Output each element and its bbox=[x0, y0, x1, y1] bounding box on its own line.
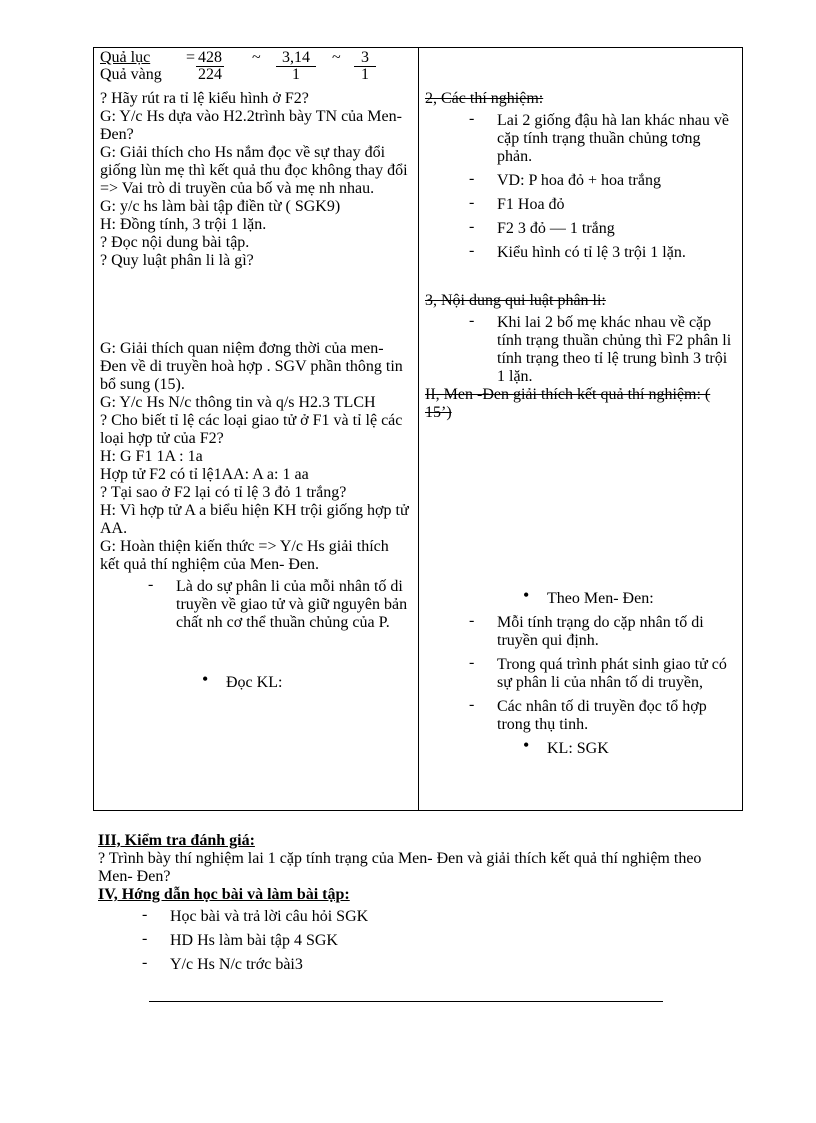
list-item bbox=[469, 110, 736, 166]
bottom-section bbox=[98, 832, 738, 974]
dash-marker-icon: - bbox=[142, 930, 148, 947]
list-item bbox=[469, 696, 736, 734]
list-item-text: F2 3 đỏ — 1 trắng bbox=[497, 220, 615, 237]
dash-marker-icon: - bbox=[142, 906, 148, 923]
list-item bbox=[469, 612, 736, 650]
left-dash-list bbox=[148, 576, 412, 632]
ratio-den-1: 224 bbox=[198, 66, 222, 83]
ratio-label-bottom: Quả vàng bbox=[100, 66, 162, 83]
bullet-text: Đọc KL: bbox=[226, 674, 283, 691]
ratio-label-top: Quả lục bbox=[100, 49, 151, 66]
bullet-marker-icon: • bbox=[523, 735, 530, 755]
ratio-approx-1: ~ bbox=[252, 49, 261, 66]
list-item bbox=[469, 218, 736, 238]
ratio-num-3: 3 bbox=[354, 50, 376, 67]
list-item bbox=[469, 170, 736, 190]
left-lines-b bbox=[100, 340, 412, 574]
section-IV-list bbox=[142, 906, 738, 974]
list-item bbox=[469, 242, 736, 262]
dash-marker-icon: - bbox=[469, 654, 475, 671]
dash-marker-icon: - bbox=[469, 612, 475, 629]
left-line: H: Đồng tính, 3 trội 1 lặn. bbox=[100, 216, 267, 233]
list-item-text: Mỗi tính trạng do cặp nhân tố di truyền qui định. bbox=[497, 614, 704, 649]
left-line: H: Vì hợp tử A a biểu hiện KH trội giống hợp tử AA. bbox=[100, 502, 409, 537]
section-3-list bbox=[469, 312, 736, 386]
section-III-title: III, Kiểm tra đánh giá: bbox=[98, 832, 255, 849]
dash-marker-icon: - bbox=[148, 576, 154, 593]
kl-bullet bbox=[523, 735, 736, 758]
bullet-text: Theo Men- Đen: bbox=[547, 590, 654, 607]
left-line: G: Y/c Hs dựa vào H2.2trình bày TN của Men- Đen? bbox=[100, 108, 402, 143]
dash-marker-icon: - bbox=[469, 696, 475, 713]
left-line: G: Giải thích cho Hs nắm đọc về sự thay đổi giống lùn mẹ thì kết quả thu đọc không thay đổi => Vai trò di truyền của bố và mẹ nh nhau. bbox=[100, 144, 408, 197]
section-2-list bbox=[469, 110, 736, 262]
bullet-text: KL: SGK bbox=[547, 740, 609, 757]
end-divider bbox=[149, 1001, 663, 1002]
list-item-text: Các nhân tố di truyền đọc tổ hợp trong thụ tinh. bbox=[497, 698, 707, 733]
section-II-title: II, Men -Đen giải thích kết quả thí nghiệm: ( 15’) bbox=[425, 386, 711, 421]
bullet-marker-icon: • bbox=[523, 585, 530, 605]
list-item bbox=[142, 930, 738, 950]
dash-marker-icon: - bbox=[469, 242, 475, 259]
ratio-den-3: 1 bbox=[361, 66, 369, 83]
left-line: ? Cho biết tỉ lệ các loại giao tử ở F1 và tỉ lệ các loại hợp tử của F2? bbox=[100, 412, 403, 447]
ratio-fraction-1 bbox=[196, 50, 224, 83]
content-column bbox=[419, 48, 743, 811]
list-item-text: HD Hs làm bài tập 4 SGK bbox=[170, 932, 338, 949]
section-III-text: ? Trình bày thí nghiệm lai 1 cặp tính trạng của Men- Đen và giải thích kết quả thí nghiệm theo Men- Đen? bbox=[98, 850, 702, 885]
lesson-table bbox=[93, 47, 743, 811]
left-line: ? Đọc nội dung bài tập. bbox=[100, 234, 250, 251]
section-3-title: 3, Nội dung qui luật phân li: bbox=[425, 292, 606, 309]
list-item-text: Là do sự phân li của mỗi nhân tố di truyền về giao tử và giữ nguyên bản chất nh cơ thể thuần chủng của P. bbox=[176, 578, 408, 631]
teacher-activity-column bbox=[94, 48, 419, 811]
list-item-text: Lai 2 giống đậu hà lan khác nhau về cặp tính trạng thuần chủng tơng phản. bbox=[497, 112, 729, 165]
list-item-text: Trong quá trình phát sinh giao tử có sự phân li của nhân tố di truyền, bbox=[497, 656, 727, 691]
left-bullet bbox=[202, 669, 412, 692]
theo-list bbox=[469, 612, 736, 734]
ratio-approx-2: ~ bbox=[332, 49, 341, 66]
list-item bbox=[142, 906, 738, 926]
left-line: G: Hoàn thiện kiến thức => Y/c Hs giải thích kết quả thí nghiệm của Men- Đen. bbox=[100, 538, 389, 573]
ratio-equals: = bbox=[186, 49, 196, 66]
list-item-text: Kiểu hình có tỉ lệ 3 trội 1 lặn. bbox=[497, 244, 686, 261]
list-item bbox=[148, 576, 412, 632]
ratio-num-1: 428 bbox=[198, 49, 222, 66]
left-line: G: Giải thích quan niệm đơng thời của men- Đen về di truyền hoà hợp . SGV phần thông tin bổ sung (15). bbox=[100, 340, 403, 393]
ratio-den-2: 1 bbox=[292, 66, 300, 83]
list-item-text: Học bài và trả lời câu hỏi SGK bbox=[170, 908, 369, 925]
left-line: ? Hãy rút ra tỉ lệ kiểu hình ở F2? bbox=[100, 90, 309, 107]
section-IV-title: IV, Hớng dẫn học bài và làm bài tập: bbox=[98, 886, 350, 903]
theo-bullet bbox=[523, 585, 736, 608]
ratio-num-2: 3,14 bbox=[276, 50, 316, 67]
left-line: ? Tại sao ở F2 lại có tỉ lệ 3 đỏ 1 trắng? bbox=[100, 484, 347, 501]
list-item-text: VD: P hoa đỏ + hoa trắng bbox=[497, 172, 661, 189]
left-lines-a bbox=[100, 90, 412, 270]
list-item bbox=[142, 954, 738, 974]
left-line: Hợp tử F2 có tỉ lệ1AA: A a: 1 aa bbox=[100, 466, 309, 483]
left-line: H: G F1 1A : 1a bbox=[100, 448, 203, 465]
ratio-fraction-2 bbox=[276, 50, 316, 83]
section-2-title: 2, Các thí nghiệm: bbox=[425, 90, 544, 107]
dash-marker-icon: - bbox=[142, 954, 148, 971]
dash-marker-icon: - bbox=[469, 194, 475, 211]
bullet-marker-icon: • bbox=[202, 669, 209, 689]
left-line: G: Y/c Hs N/c thông tin và q/s H2.3 TLCH bbox=[100, 394, 376, 411]
list-item-text: Khi lai 2 bố mẹ khác nhau về cặp tính trạng thuần chủng thì F2 phân li tính trạng theo tỉ lệ trung bình 3 trội 1 lặn. bbox=[497, 314, 732, 385]
list-item bbox=[469, 654, 736, 692]
dash-marker-icon: - bbox=[469, 170, 475, 187]
dash-marker-icon: - bbox=[469, 312, 475, 329]
dash-marker-icon: - bbox=[469, 218, 475, 235]
left-line: ? Quy luật phân li là gì? bbox=[100, 252, 254, 269]
ratio-block bbox=[100, 50, 412, 90]
list-item bbox=[469, 194, 736, 214]
list-item-text: F1 Hoa đỏ bbox=[497, 196, 565, 213]
list-item bbox=[469, 312, 736, 386]
dash-marker-icon: - bbox=[469, 110, 475, 127]
left-line: G: y/c hs làm bài tập điền từ ( SGK9) bbox=[100, 198, 341, 215]
ratio-fraction-3 bbox=[354, 50, 376, 83]
list-item-text: Y/c Hs N/c trớc bài3 bbox=[170, 956, 303, 973]
